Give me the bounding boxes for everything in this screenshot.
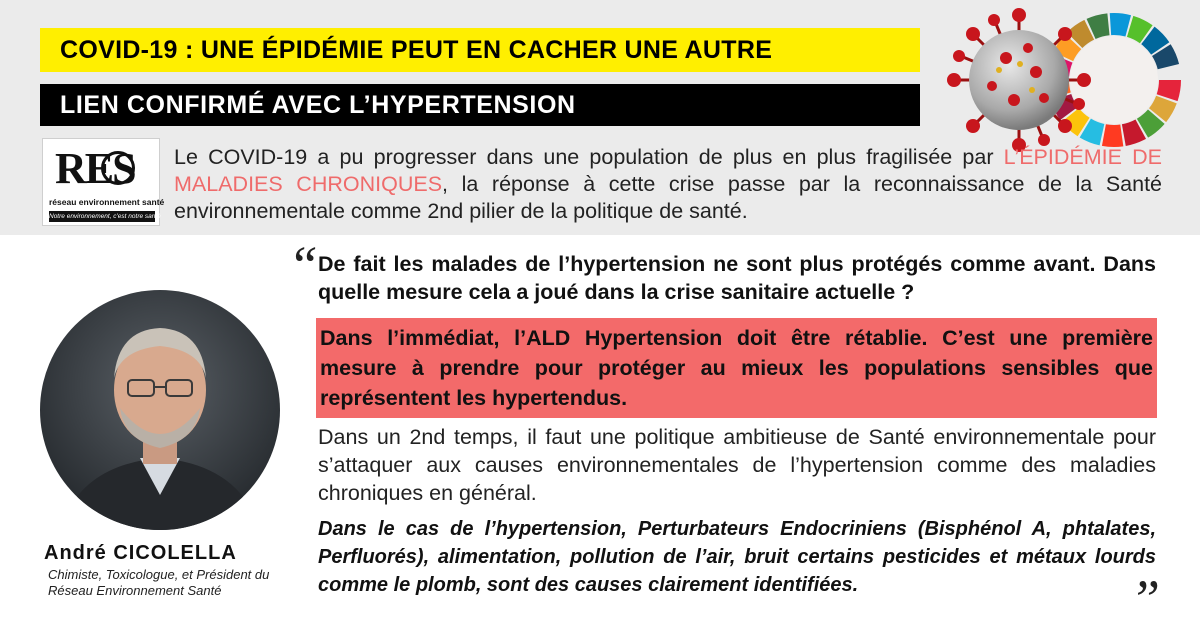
subheadline-banner: LIEN CONFIRMÉ AVEC L’HYPERTENSION xyxy=(40,84,920,126)
close-quote-mark: ” xyxy=(1130,569,1161,628)
author-name: André CICOLELLA xyxy=(44,542,237,564)
res-logo-name: réseau environnement santé xyxy=(49,197,165,207)
res-logo-mark: RES xyxy=(55,144,135,193)
author-portrait xyxy=(40,290,280,530)
headline-banner: COVID-19 : UNE ÉPIDÉMIE PEUT EN CACHER UNE AUTRE xyxy=(40,28,920,72)
author-role: Chimiste, Toxicologue, et Président du Réseau Environnement Santé xyxy=(48,567,270,598)
intro-text-start: Le COVID-19 a pu progresser dans une population de plus en plus fragilisée par xyxy=(174,145,1004,169)
answer-highlight: Dans l’immédiat, l’ALD Hypertension doit être rétablie. C’est une première mesure à prendre pour protéger au mieux les populations sensibles que représentent les hypertendus. xyxy=(316,318,1157,418)
answer-body: Dans un 2nd temps, il faut une politique ambitieuse de Santé environnementale pour s’attaquer aux causes environnementales de l’hypertension comme des maladies chroniques en général. xyxy=(318,425,1156,505)
intro-text-end: , la réponse à cette crise passe par la reconnaissance de la Santé environnementale comme 2nd pilier de la politique de santé. xyxy=(174,172,1162,223)
answer-causes: Dans le cas de l’hypertension, Perturbateurs Endocriniens (Bisphénol A, phtalates, Perfluorés), alimentation, pollution de l’air, bruit certains pesticides et métaux lourds comme le plomb, sont des causes clairement identifiées. xyxy=(318,518,1156,596)
res-logo-tagline: Notre environnement, c'est notre santé xyxy=(49,213,161,220)
interview-question: De fait les malades de l’hypertension ne sont plus protégés comme avant. Dans quelle mesure cela a joué dans la crise sanitaire actuelle ? xyxy=(318,252,1156,304)
intro-paragraph xyxy=(174,144,1162,225)
res-logo xyxy=(42,138,165,226)
intro-highlight: L’ÉPIDÉMIE DE MALADIES CHRONIQUES xyxy=(174,145,1162,196)
coronavirus-icon xyxy=(944,6,1094,154)
open-quote-mark: “ xyxy=(288,235,319,295)
